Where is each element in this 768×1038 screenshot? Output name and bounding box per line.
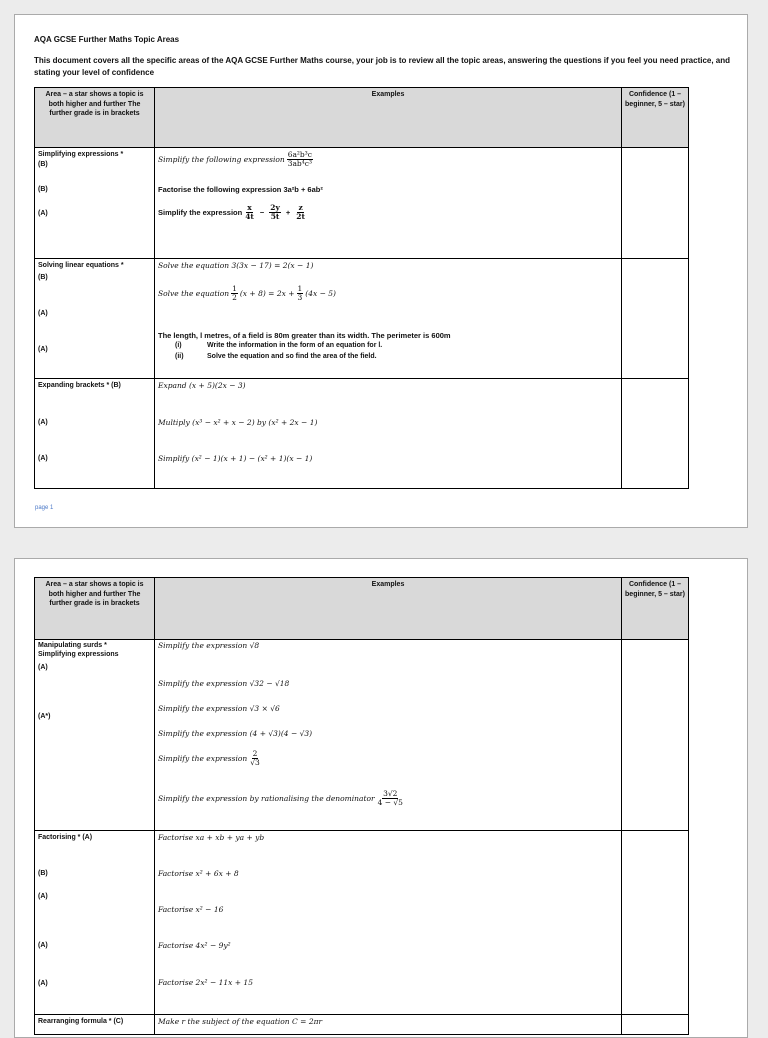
example-question: Simplify the expression (4 + √3)(4 − √3) (158, 729, 313, 738)
confidence-cell[interactable] (622, 379, 689, 489)
area-cell (35, 379, 155, 489)
example-question: Expand (x + 5)(2x − 3) (158, 381, 246, 390)
grade-label: (A*) (38, 713, 51, 720)
example-question (158, 790, 406, 807)
grade-label: (A) (38, 210, 48, 217)
subpart-number: (ii) (175, 353, 184, 360)
document-title: AQA GCSE Further Maths Topic Areas (34, 35, 180, 44)
denominator: 3ab⁴c³ (287, 159, 312, 168)
table-row (35, 1015, 689, 1035)
example-question: Simplify the expression √8 (158, 641, 260, 650)
topic-label: Simplifying expressions * (38, 151, 124, 158)
confidence-cell[interactable] (622, 259, 689, 379)
example-text: Solve the equation (158, 289, 230, 298)
subpart-text: Write the information in the form of an equation for l. (207, 342, 383, 349)
topic-table (34, 87, 689, 489)
example-text: (x + 8) = 2x + (239, 289, 295, 298)
denominator: 4t (245, 212, 254, 221)
grade-label: (B) (38, 274, 48, 281)
denominator: 3 (297, 293, 303, 302)
denominator: 2 (232, 293, 237, 302)
denominator: 5t (270, 212, 280, 221)
confidence-cell[interactable] (622, 831, 689, 1015)
grade-label: (A) (38, 419, 48, 426)
grade-label: (A) (38, 980, 48, 987)
document-page-1 (14, 14, 748, 528)
numerator: 6a²b³c (287, 150, 312, 159)
document-intro: This document covers all the specific areas of the AQA GCSE Further Maths course, your job is to review all the topic areas, answering the questions if you feel you need practice, and stating your level of confidence (34, 56, 731, 77)
grade-label: (A) (38, 664, 48, 671)
examples-cell (155, 259, 622, 379)
examples-cell (155, 1015, 622, 1035)
topic-label: Expanding brackets * (B) (38, 382, 121, 389)
example-question: Simplify the expression √3 × √6 (158, 704, 280, 713)
grade-label: (A) (38, 893, 48, 900)
examples-cell (155, 831, 622, 1015)
numerator: 2 (252, 749, 258, 758)
example-question (158, 151, 315, 168)
header-area: Area – a star shows a topic is both higher and further The further grade is in brackets (35, 88, 155, 148)
example-question: Factorise 4x² − 9y² (158, 941, 231, 950)
example-question: The length, l metres, of a field is 80m greater than its width. The perimeter is 600m (158, 331, 451, 340)
header-confidence: Confidence (1 – beginner, 5 – star) (622, 88, 689, 148)
header-examples: Examples (155, 578, 622, 640)
subpart-text: Solve the equation and so find the area of the field. (207, 353, 377, 360)
table-row (35, 259, 689, 379)
topic-table (34, 577, 689, 1035)
example-text: Simplify the expression (158, 208, 243, 217)
numerator: 1 (297, 284, 303, 293)
header-confidence: Confidence (1 – beginner, 5 – star) (622, 578, 689, 640)
fraction (297, 285, 304, 302)
header-examples: Examples (155, 88, 622, 148)
numerator: x (247, 203, 252, 212)
example-question: Factorise xa + xb + ya + yb (158, 833, 265, 842)
operator: − (259, 208, 265, 217)
header-area: Area – a star shows a topic is both higher and further The further grade is in brackets (35, 578, 155, 640)
topic-label: Rearranging formula * (C) (38, 1018, 124, 1025)
denominator: 2t (296, 212, 305, 221)
table-row (35, 831, 689, 1015)
fraction (244, 204, 255, 221)
numerator: 1 (232, 284, 237, 293)
topic-label: Solving linear equations * (38, 262, 124, 269)
area-cell (35, 831, 155, 1015)
example-question: Multiply (x³ − x² + x − 2) by (x² + 2x − 1) (158, 418, 318, 427)
subpart-number: (i) (175, 342, 182, 349)
example-question: Factorise x² − 16 (158, 905, 224, 914)
example-question: Make r the subject of the equation C = 2πr (158, 1017, 323, 1026)
numerator: z (298, 203, 303, 212)
example-text: Simplify the expression (158, 754, 248, 763)
example-question (158, 750, 263, 767)
example-text: (4x − 5) (305, 289, 336, 298)
fraction (377, 790, 404, 807)
numerator: 3√2 (383, 789, 398, 798)
examples-cell (155, 640, 622, 831)
denominator: 4 − √5 (377, 798, 403, 807)
examples-cell (155, 379, 622, 489)
example-question (158, 204, 308, 221)
example-question: Factorise 2x² − 11x + 15 (158, 978, 253, 987)
table-row (35, 148, 689, 259)
examples-cell (155, 148, 622, 259)
confidence-cell[interactable] (622, 640, 689, 831)
area-cell (35, 259, 155, 379)
grade-label: (A) (38, 455, 48, 462)
denominator: √3 (250, 758, 260, 767)
example-question: Factorise the following expression 3a²b + 6ab² (158, 185, 323, 194)
fraction (231, 285, 238, 302)
table-header-row (35, 578, 689, 640)
numerator: 2y (270, 203, 280, 212)
example-question: Simplify (x² − 1)(x + 1) − (x² + 1)(x − 1) (158, 454, 313, 463)
area-cell (35, 148, 155, 259)
document-page-2 (14, 558, 748, 1038)
grade-label: (B) (38, 870, 48, 877)
grade-label: (B) (38, 186, 48, 193)
example-question: Factorise x² + 6x + 8 (158, 869, 239, 878)
table-row (35, 379, 689, 489)
table-row (35, 640, 689, 831)
operator: + (285, 208, 291, 217)
grade-label: (A) (38, 942, 48, 949)
area-cell (35, 1015, 155, 1035)
fraction (295, 204, 306, 221)
area-cell (35, 640, 155, 831)
confidence-cell[interactable] (622, 1015, 689, 1035)
example-question: Solve the equation 3(3x − 17) = 2(x − 1) (158, 261, 314, 270)
grade-label: (A) (38, 310, 48, 317)
fraction (287, 151, 313, 168)
grade-label: (B) (38, 161, 48, 168)
page-footer: page 1 (35, 505, 54, 511)
topic-label: Factorising * (A) (38, 834, 93, 841)
table-header-row (35, 88, 689, 148)
example-text: Simplify the following expression (158, 155, 285, 164)
example-question: Simplify the expression √32 − √18 (158, 679, 290, 688)
grade-label: (A) (38, 346, 48, 353)
example-text: Simplify the expression by rationalising the denominator (158, 794, 375, 803)
example-question (158, 285, 336, 302)
fraction (249, 750, 261, 767)
confidence-cell[interactable] (622, 148, 689, 259)
fraction (269, 204, 281, 221)
topic-label: Manipulating surds * Simplifying expressions (38, 642, 119, 658)
